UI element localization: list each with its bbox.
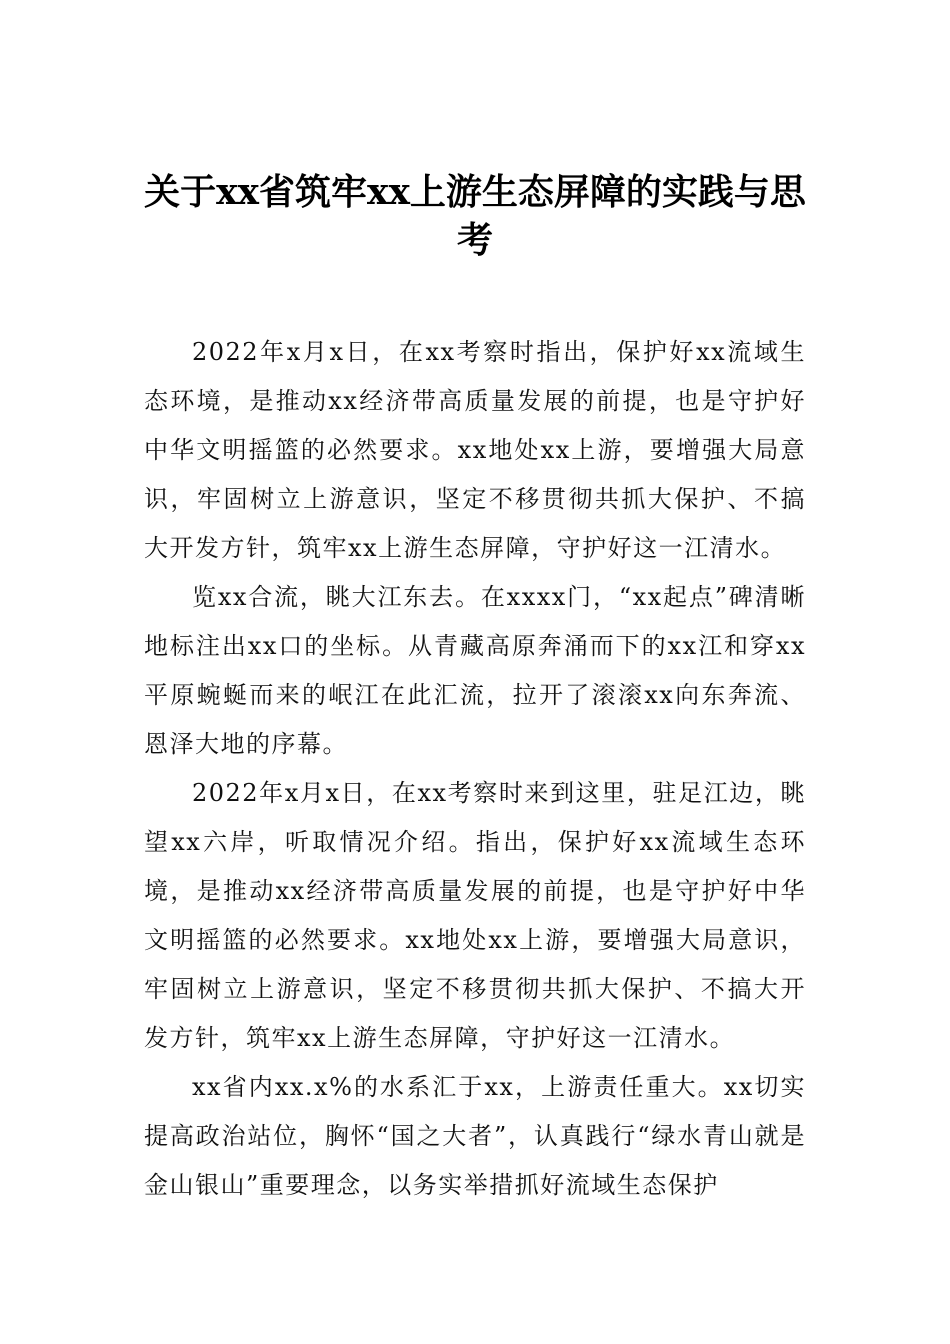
document-body bbox=[144, 328, 806, 1210]
paragraph: 览xx合流，眺大江东去。在xxxx门，“xx起点”碑清晰地标注出xx口的坐标。从青藏高原奔涌而下的xx江和穿xx平原蜿蜒而来的岷江在此汇流，拉开了滚滚xx向东奔流、恩泽大地的序幕。 bbox=[144, 583, 806, 758]
paragraph: xx省内xx.x%的水系汇于xx，上游责任重大。xx切实提高政治站位，胸怀“国之大者”，认真践行“绿水青山就是金山银山”重要理念，以务实举措抓好流域生态保护 bbox=[144, 1073, 806, 1199]
paragraph: 2022年x月x日，在xx考察时指出，保护好xx流域生态环境，是推动xx经济带高质量发展的前提，也是守护好中华文明摇篮的必然要求。xx地处xx上游，要增强大局意识，牢固树立上游意识，坚定不移贯彻共抓大保护、不搞大开发方针，筑牢xx上游生态屏障，守护好这一江清水。 bbox=[144, 338, 806, 562]
document-title: 关于xx省筑牢xx上游生态屏障的实践与思考 bbox=[144, 171, 806, 261]
paragraph: 2022年x月x日，在xx考察时来到这里，驻足江边，眺望xx六岸，听取情况介绍。指出，保护好xx流域生态环境，是推动xx经济带高质量发展的前提，也是守护好中华文明摇篮的必然要求。xx地处xx上游，要增强大局意识，牢固树立上游意识，坚定不移贯彻共抓大保护、不搞大开发方针，筑牢xx上游生态屏障，守护好这一江清水。 bbox=[144, 779, 806, 1052]
